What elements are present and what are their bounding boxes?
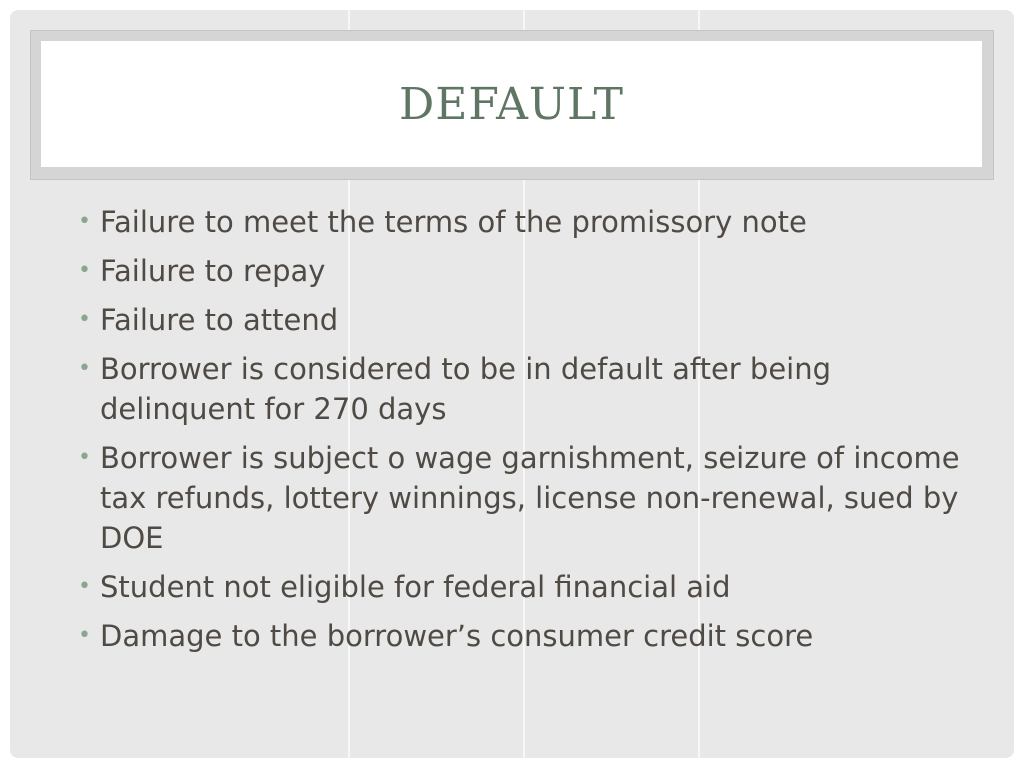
- bullet-text: Student not eligible for federal financial aid: [100, 570, 731, 604]
- bullet-icon: •: [78, 209, 91, 234]
- bullet-text: Failure to repay: [100, 254, 326, 288]
- bullet-text: Borrower is considered to be in default after being delinquent for 270 days: [100, 352, 832, 426]
- bullet-item: [72, 202, 972, 242]
- bullet-list: [72, 202, 972, 665]
- bullet-icon: •: [78, 574, 91, 599]
- title-box: [41, 41, 982, 167]
- bullet-text: Damage to the borrower’s consumer credit score: [100, 619, 814, 653]
- bullet-item: [72, 567, 972, 607]
- bullet-item: [72, 349, 972, 429]
- bullet-item: [72, 300, 972, 340]
- bullet-item: [72, 251, 972, 291]
- bullet-item: [72, 616, 972, 656]
- bullet-item: [72, 438, 972, 558]
- bullet-text: Failure to meet the terms of the promissory note: [100, 205, 807, 239]
- bullet-icon: •: [78, 258, 91, 283]
- bullet-text: Borrower is subject o wage garnishment, seizure of income tax refunds, lottery winnings, license non-renewal, sued by DOE: [100, 441, 960, 555]
- bullet-text: Failure to attend: [100, 303, 339, 337]
- bullet-icon: •: [78, 623, 91, 648]
- bullet-icon: •: [78, 356, 91, 381]
- bullet-icon: •: [78, 445, 91, 470]
- slide: [10, 10, 1014, 758]
- bullet-icon: •: [78, 307, 91, 332]
- slide-title: DEFAULT: [399, 78, 624, 130]
